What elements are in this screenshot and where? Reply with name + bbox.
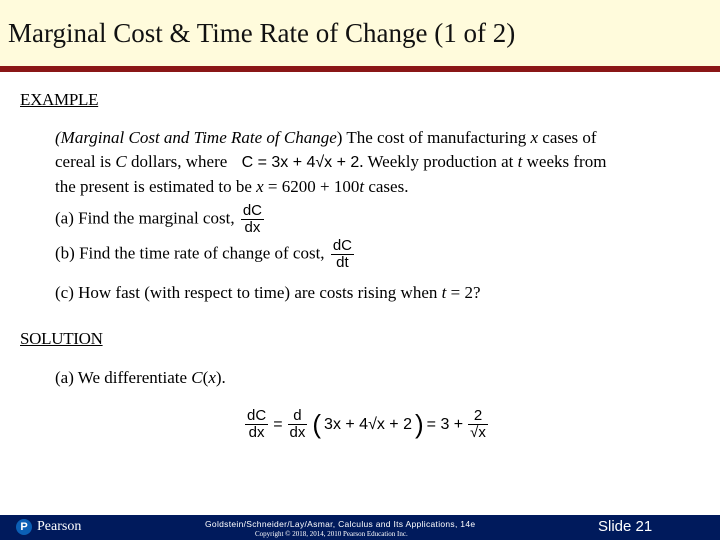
example-heading: EXAMPLE [20, 90, 99, 109]
eq-lhs-num: dC [247, 407, 267, 424]
title-bar [0, 0, 720, 66]
example-intro-close: ) [336, 128, 343, 147]
part-c [55, 281, 481, 306]
line2-d: weeks from [522, 152, 607, 171]
dc-dx-fraction [241, 203, 264, 236]
pearson-wordmark: Pearson [37, 519, 82, 534]
example-line-1 [55, 126, 597, 151]
eq-result: = 3 + [426, 415, 464, 433]
eq-lhs-den: dx [248, 424, 265, 441]
part-c-a: (c) How fast (with respect to time) are costs rising when [55, 283, 442, 302]
line2-c: . Weekly production at [359, 152, 518, 171]
step-a-close: ). [215, 368, 226, 387]
slide-number: Slide 21 [598, 518, 653, 535]
dc-dt-denominator: dt [336, 254, 349, 271]
part-a-text: (a) Find the marginal cost, [55, 208, 235, 228]
part-a [55, 203, 266, 236]
c-variable: C [115, 152, 127, 171]
t-variable: t [517, 152, 523, 171]
eq-inner: 3x + 4√x + 2 [324, 415, 412, 433]
cost-function: C = 3x + 4√x + 2 [241, 154, 360, 171]
example-line-3 [55, 175, 408, 200]
step-a-text: (a) We differentiate [55, 368, 192, 387]
eq-d-num: d [288, 408, 308, 425]
eq-d-den: dx [289, 424, 306, 441]
eq-open-paren: ( [312, 409, 322, 439]
dc-dx-denominator: dx [244, 219, 261, 236]
example-intro-rest: The cost of manufacturing [342, 128, 531, 147]
title-divider [0, 66, 720, 72]
dc-dx-numerator: dC [242, 202, 262, 219]
slide-title: Marginal Cost & Time Rate of Change (1 of 2) [8, 18, 516, 48]
part-c-b: = 2? [446, 283, 481, 302]
part-b [55, 238, 356, 271]
eq-res-num: 2 [468, 408, 488, 425]
example-intro-italic: (Marginal Cost and Time Rate of Change [55, 128, 337, 147]
dc-dt-numerator: dC [332, 237, 352, 254]
footer-bar [0, 515, 720, 540]
example-line-2 [55, 150, 606, 176]
pearson-p-icon: P [16, 519, 32, 535]
credit-line-2: Copyright © 2018, 2014, 2010 Pearson Education Inc. [255, 530, 408, 538]
line3-b: = 6200 + 100 [263, 177, 360, 196]
part-b-text: (b) Find the time rate of change of cost, [55, 243, 325, 263]
credit-line-1: Goldstein/Schneider/Lay/Asmar, Calculus and Its Applications, 14e [205, 519, 476, 529]
part-c-t: t [441, 283, 447, 302]
derivative-equation [243, 408, 490, 441]
line3-t: t [359, 177, 365, 196]
line3-c: cases. [364, 177, 409, 196]
line2-a: cereal is [55, 152, 116, 171]
solution-heading: SOLUTION [20, 329, 103, 348]
eq-d-fraction [288, 408, 308, 441]
step-a-open: ( [202, 368, 209, 387]
solution-step-a [55, 366, 226, 391]
eq-lhs-fraction [245, 408, 268, 441]
x-variable: x [530, 128, 539, 147]
eq-close-paren: ) [415, 409, 424, 439]
eq-equals: = [273, 415, 283, 433]
step-a-x: x [208, 368, 216, 387]
line2-b: dollars, where [126, 152, 228, 171]
pearson-logo [16, 519, 81, 535]
line3-a: the present is estimated to be [55, 177, 257, 196]
step-a-c: C [191, 368, 203, 387]
eq-res-den: √x [470, 424, 486, 441]
line3-x: x [256, 177, 264, 196]
example-intro-rest2: cases of [538, 128, 597, 147]
dc-dt-fraction [331, 238, 354, 271]
eq-result-fraction [468, 408, 488, 441]
